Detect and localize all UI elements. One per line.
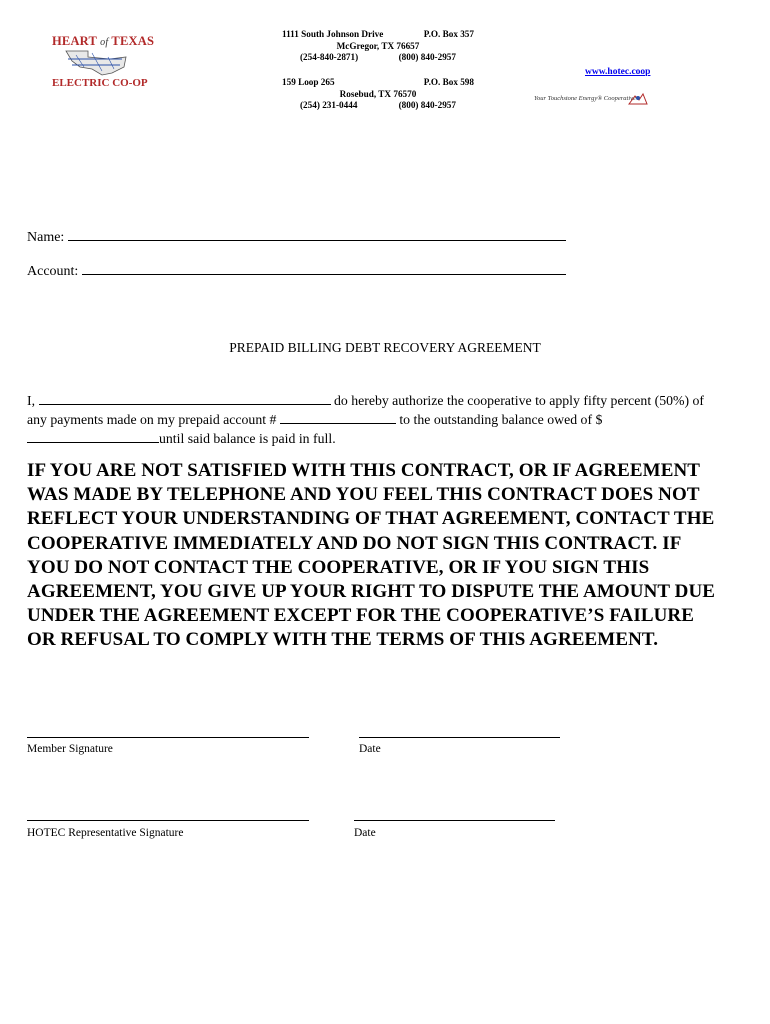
street-address: 1111 South Johnson Drive: [282, 29, 384, 39]
address-block-rosebud: [282, 77, 474, 112]
rep-date-label: Date: [354, 827, 376, 839]
website-link[interactable]: www.hotec.coop: [585, 67, 651, 77]
city-state-zip: McGregor, TX 76657: [336, 40, 420, 51]
authorization-paragraph: I, do hereby authorize the cooperative to apply fifty percent (50%) of any payments made on my prepaid account # to the outstanding balance owed of $ until said balance is paid in full.: [27, 393, 705, 446]
rep-signature-label: HOTEC Representative Signature: [27, 827, 184, 839]
touchstone-energy-icon: [627, 92, 649, 106]
address-block-mcgregor: [282, 29, 474, 64]
name-label: Name:: [27, 230, 65, 245]
logo-wordmark-top: HEART of TEXAS: [52, 34, 155, 48]
phone-local: (254) 231-0444: [300, 100, 358, 110]
logo-wordmark-bottom: ELECTRIC CO-OP: [52, 77, 148, 89]
po-box: P.O. Box 598: [423, 77, 474, 87]
member-name-blank[interactable]: [39, 392, 331, 405]
city-state-zip: Rosebud, TX 76570: [339, 88, 417, 99]
document-title: PREPAID BILLING DEBT RECOVERY AGREEMENT: [229, 340, 541, 355]
rep-signature-line[interactable]: [27, 820, 309, 821]
phone-tollfree: (800) 840-2957: [398, 100, 456, 110]
company-logo: [46, 34, 155, 92]
member-date-line[interactable]: [359, 737, 560, 738]
phone-tollfree: (800) 840-2957: [398, 52, 456, 62]
account-label: Account:: [27, 264, 79, 279]
account-input-line[interactable]: [82, 262, 566, 275]
prepaid-account-blank[interactable]: [280, 411, 396, 424]
touchstone-tagline: Your Touchstone Energy® Cooperative: [534, 95, 636, 102]
member-signature-label: Member Signature: [27, 743, 113, 755]
rep-date-line[interactable]: [354, 820, 555, 821]
po-box: P.O. Box 357: [423, 29, 474, 39]
member-date-label: Date: [359, 743, 381, 755]
balance-amount-blank[interactable]: [27, 430, 159, 443]
street-address: 159 Loop 265: [282, 77, 335, 87]
name-field[interactable]: [27, 228, 566, 246]
dispute-warning: IF YOU ARE NOT SATISFIED WITH THIS CONTRACT, OR IF AGREEMENT WAS MADE BY TELEPHONE AND YOU FEEL THIS CONTRACT DOES NOT REFLECT YOUR UNDERSTANDING OF THAT AGREEMENT, CONTACT THE COOPERATIVE IMMEDIATELY AND DO NOT SIGN THIS CONTRACT. IF YOU DO NOT CONTACT THE COOPERATIVE, OR IF YOU SIGN THIS AGREEMENT, YOU GIVE UP YOUR RIGHT TO DISPUTE THE AMOUNT DUE UNDER THE AGREEMENT EXCEPT FOR THE COOPERATIVE’S FAILURE OR REFUSAL TO COMPLY WITH THE TERMS OF THIS AGREEMENT.: [27, 460, 716, 651]
member-signature-line[interactable]: [27, 737, 309, 738]
texas-map-icon: [62, 47, 132, 77]
account-field[interactable]: [27, 262, 566, 280]
name-input-line[interactable]: [68, 228, 566, 241]
phone-local: (254-840-2871): [300, 52, 359, 62]
